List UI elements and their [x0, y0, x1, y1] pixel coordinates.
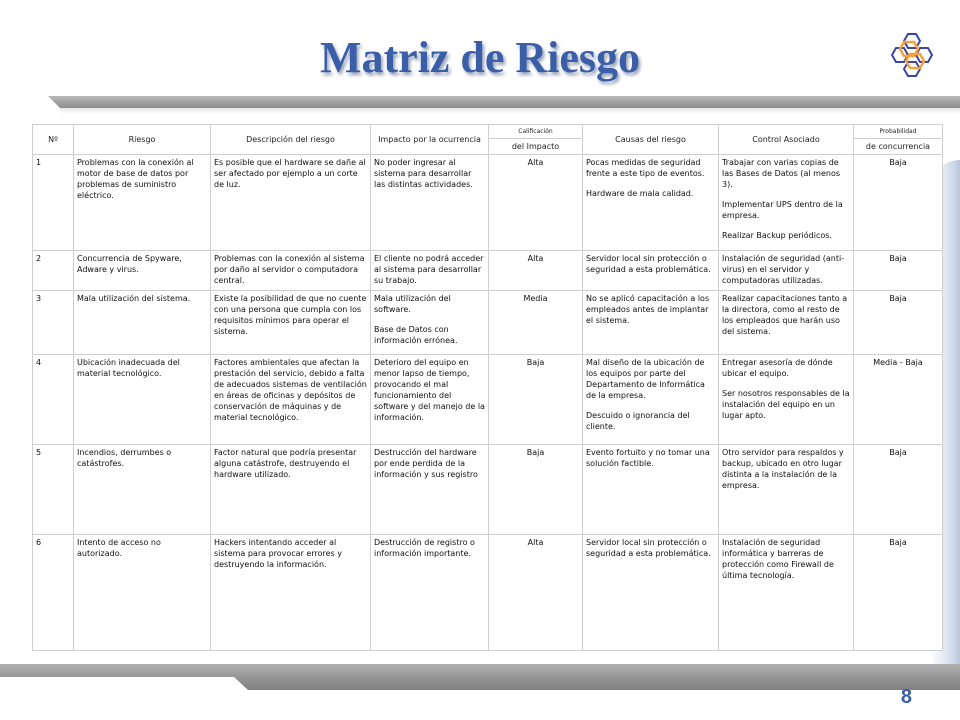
cell-descripcion: Es posible que el hardware se dañe al ser afectado por ejemplo a un corte de luz.: [211, 155, 371, 251]
cell-text: Base de Datos con información errónea.: [374, 325, 458, 345]
cell-text: Realizar Backup periódicos.: [722, 231, 832, 240]
cell-riesgo: Concurrencia de Spyware, Adware y virus.: [74, 251, 211, 291]
cell-text: Instalación de seguridad (anti-virus) en el servidor y computadoras utilizadas.: [722, 254, 845, 285]
header-control: Control Asociado: [719, 125, 854, 155]
cell-probabilidad: Baja: [854, 535, 943, 651]
cell-text: Instalación de seguridad informática y barreras de protección como Firewall de última tecnología.: [722, 538, 834, 580]
cell-text: Destrucción de registro o información importante.: [374, 538, 475, 558]
cell-riesgo: Mala utilización del sistema.: [74, 291, 211, 355]
cell-impacto: [371, 535, 489, 651]
cell-impacto: [371, 445, 489, 535]
cell-calificacion: Baja: [489, 355, 583, 445]
cell-num: 6: [33, 535, 74, 651]
cell-num: 5: [33, 445, 74, 535]
header-num: Nº: [33, 125, 74, 155]
cell-impacto: [371, 251, 489, 291]
cell-descripcion: Factores ambientales que afectan la prestación del servicio, debido a falta de adecuados sistemas de ventilación en áreas de oficinas y depósitos de conservación de máquinas y de material tecnológico.: [211, 355, 371, 445]
header-calificacion-top: Calificación: [518, 128, 553, 135]
header-divider-band: [48, 96, 960, 108]
header-divider-highlight: [60, 108, 960, 114]
footer-band: [0, 664, 960, 690]
cell-text: Descuido o ignorancia del cliente.: [586, 411, 690, 431]
cell-text: Mala utilización del software.: [374, 294, 451, 314]
cell-control: [719, 445, 854, 535]
cell-control: [719, 535, 854, 651]
cell-probabilidad: Baja: [854, 251, 943, 291]
table-row: [33, 155, 943, 251]
cell-num: 3: [33, 291, 74, 355]
cell-text: Mal diseño de la ubicación de los equipos por parte del Departamento de Informática de la empresa.: [586, 358, 705, 400]
table-row: [33, 251, 943, 291]
header-descripcion: Descripción del riesgo: [211, 125, 371, 155]
cell-text: Pocas medidas de seguridad frente a este tipo de eventos.: [586, 158, 705, 178]
cell-text: Hardware de mala calidad.: [586, 189, 694, 198]
cell-text: No se aplicó capacitación a los empleados antes de implantar el sistema.: [586, 294, 710, 325]
cell-causas: [583, 251, 719, 291]
cell-text: Servidor local sin protección o seguridad a esta problemática.: [586, 538, 711, 558]
cell-text: El cliente no podrá acceder al sistema para desarrollar su trabajo.: [374, 254, 484, 285]
cell-descripcion: Problemas con la conexión al sistema por daño al servidor o computadora central.: [211, 251, 371, 291]
cell-text: Servidor local sin protección o seguridad a esta problemática.: [586, 254, 711, 274]
cell-probabilidad: Baja: [854, 445, 943, 535]
cell-probabilidad: Baja: [854, 155, 943, 251]
cell-text: Entregar asesoría de dónde ubicar el equipo.: [722, 358, 833, 378]
cell-descripcion: Hackers intentando acceder al sistema para provocar errores y destruyendo la información.: [211, 535, 371, 651]
table-row: [33, 355, 943, 445]
table-row: [33, 291, 943, 355]
page-title: Matriz de Riesgo: [319, 33, 641, 82]
cell-text: Evento fortuito y no tomar una solución factible.: [586, 448, 710, 468]
header-probabilidad-top: Probabilidad: [879, 128, 917, 135]
cell-causas: [583, 155, 719, 251]
cell-text: Ser nosotros responsables de la instalación del equipo en un lugar apto.: [722, 389, 850, 420]
cell-calificacion: Alta: [489, 535, 583, 651]
cell-riesgo: Intento de acceso no autorizado.: [74, 535, 211, 651]
cell-impacto: [371, 355, 489, 445]
cell-causas: [583, 291, 719, 355]
header-calificacion: [489, 125, 583, 155]
cell-probabilidad: Baja: [854, 291, 943, 355]
cell-riesgo: Incendios, derrumbes o catástrofes.: [74, 445, 211, 535]
hexagon-cluster-logo-icon: [880, 30, 944, 86]
header-probabilidad-bottom: de concurrencia: [854, 138, 942, 152]
cell-text: No poder ingresar al sistema para desarrollar las distintas actividades.: [374, 158, 473, 189]
table-row: [33, 445, 943, 535]
cell-causas: [583, 445, 719, 535]
cell-text: Destrucción del hardware por ende perdida de la información y sus registro: [374, 448, 478, 479]
header-calificacion-bottom: del Impacto: [489, 138, 582, 152]
cell-calificacion: Baja: [489, 445, 583, 535]
header-causas: Causas del riesgo: [583, 125, 719, 155]
cell-text: Trabajar con varias copias de las Bases de Datos (al menos 3).: [722, 158, 841, 189]
cell-num: 4: [33, 355, 74, 445]
cell-text: Otro servidor para respaldos y backup, ubicado en otro lugar distinta a la instalación de la empresa.: [722, 448, 844, 490]
cell-text: Implementar UPS dentro de la empresa.: [722, 200, 843, 220]
cell-control: [719, 251, 854, 291]
header-riesgo: Riesgo: [74, 125, 211, 155]
cell-control: [719, 155, 854, 251]
header-probabilidad: [854, 125, 943, 155]
cell-probabilidad: Media - Baja: [854, 355, 943, 445]
cell-impacto: [371, 291, 489, 355]
cell-calificacion: Alta: [489, 155, 583, 251]
cell-impacto: [371, 155, 489, 251]
table-header-row: [33, 125, 943, 155]
cell-text: Deterioro del equipo en menor lapso de tiempo, provocando el mal funcionamiento del software y del manejo de la información.: [374, 358, 485, 422]
cell-num: 1: [33, 155, 74, 251]
risk-matrix-table: [32, 124, 943, 651]
page-number: 8: [900, 686, 912, 708]
cell-num: 2: [33, 251, 74, 291]
cell-text: Realizar capacitaciones tanto a la directora, como al resto de los empleados que harán uso del sistema.: [722, 294, 848, 336]
cell-calificacion: Media: [489, 291, 583, 355]
cell-causas: [583, 355, 719, 445]
cell-descripcion: Existe la posibilidad de que no cuente con una persona que cumpla con los requisitos mínimos para operar el sistema.: [211, 291, 371, 355]
cell-riesgo: Problemas con la conexión al motor de base de datos por problemas de suministro eléctrico.: [74, 155, 211, 251]
cell-control: [719, 355, 854, 445]
table-row: [33, 535, 943, 651]
cell-control: [719, 291, 854, 355]
cell-causas: [583, 535, 719, 651]
header-impacto: Impacto por la ocurrencia: [371, 125, 489, 155]
cell-calificacion: Alta: [489, 251, 583, 291]
cell-riesgo: Ubicación inadecuada del material tecnológico.: [74, 355, 211, 445]
cell-descripcion: Factor natural que podría presentar alguna catástrofe, destruyendo el hardware utilizado.: [211, 445, 371, 535]
